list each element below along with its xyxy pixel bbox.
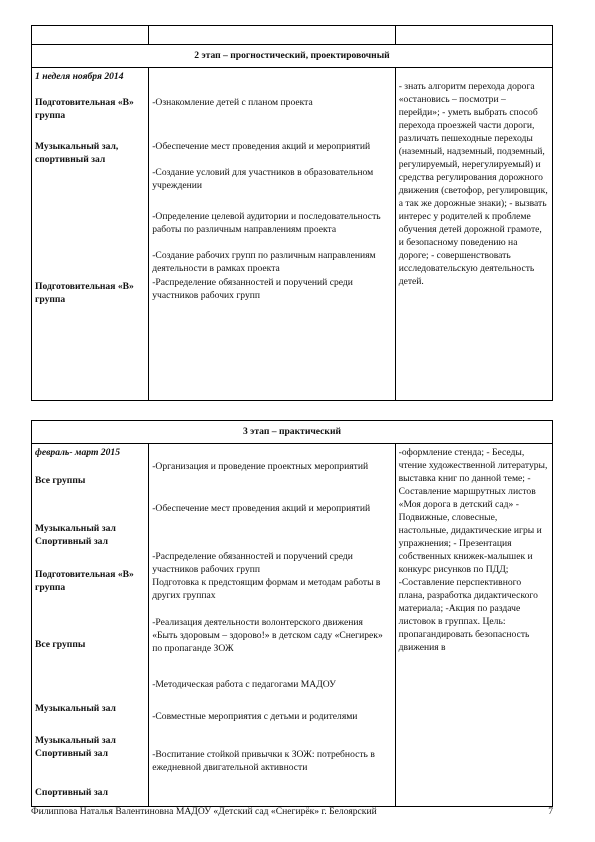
page-number: 7 (548, 806, 553, 817)
stage3-title-row (32, 421, 553, 444)
stage2-group-2: Музыкальный зал, спортивный зал (35, 141, 119, 165)
stage3-title: 3 этап – практический (32, 421, 553, 444)
stage3-activity-6: -Методическая работа с педагогами МАДОУ (152, 679, 336, 690)
stage2-table (31, 25, 553, 401)
stage2-activity-5: -Создание рабочих групп по различным направлениям деятельности в рамках проекта (152, 250, 376, 274)
stage2-title: 2 этап – прогностический, проектировочный (32, 45, 553, 68)
page-footer (31, 806, 553, 817)
stage2-results-cell (395, 68, 552, 401)
stage3-content-row (32, 444, 553, 807)
header-cell (32, 26, 149, 45)
stage3-group-6: Музыкальный зал Спортивный зал (35, 735, 116, 759)
stage3-activity-7: -Совместные мероприятия с детьми и родителями (152, 711, 358, 722)
stage3-group-4: Все группы (35, 639, 86, 650)
header-cell (149, 26, 395, 45)
stage2-results: - знать алгоритм перехода дорога «остановись – посмотри – перейди»; - уметь выбрать способ перехода проезжей части дороги, различать пешеходные переходы (наземный, надземный, подземный, регулируемый, нерегулируемый) и средства регулирования дорожного движения (светофор, регулировщик, а так же дорожные знаки); - вызвать интерес у родителей к проблеме обучения детей дорожной грамоте, и безопасному поведению на дороге; - совершенствовать исследовательскую деятельность детей. (398, 81, 548, 287)
stage3-table (31, 420, 553, 807)
stage3-group-3: Подготовительная «В» группа (35, 569, 134, 593)
stage3-results-cell (395, 444, 552, 807)
stage3-period: февраль- март 2015 (35, 447, 120, 458)
stage2-activities-cell (149, 68, 395, 401)
stage3-when-where-cell (32, 444, 149, 807)
stage3-activity-1: -Организация и проведение проектных мероприятий (152, 461, 369, 472)
stage3-activity-5: -Реализация деятельности волонтерского движения «Быть здоровым – здорово!» в детском саду «Снегирек» по пропаганде ЗОЖ (152, 617, 383, 654)
stage2-activity-3: -Создание условий для участников в образовательном учреждении (152, 167, 374, 191)
stage3-results: -оформление стенда; - Беседы, чтение художественной литературы, выставка книг по данной теме; - Составление маршрутных листов «Моя дорога в детский сад» - Подвижные, словесные, настольные, дидактические игры и упражнения; - Презентация собственных книжек-малышек и конкурс рисунков по ПДД; -Составление перспективного плана, разработка дидактического материала; -Акция по раздаче листовок в группах. Цель: пропагандировать безопасность движения в (398, 447, 548, 653)
stage2-period: 1 неделя ноября 2014 (35, 71, 124, 82)
stage2-content-row (32, 68, 553, 401)
stage3-group-7: Спортивный зал (35, 787, 108, 798)
stage2-when-where-cell (32, 68, 149, 401)
stage3-activity-3: -Распределение обязанностей и поручений среди участников рабочих групп (152, 551, 353, 575)
stage3-activity-2: -Обеспечение мест проведения акций и мероприятий (152, 503, 371, 514)
stage2-group-3: Подготовительная «В» группа (35, 281, 134, 305)
stage3-group-1: Все группы (35, 475, 86, 486)
stage3-group-5: Музыкальный зал (35, 703, 116, 714)
stage3-group-2: Музыкальный зал Спортивный зал (35, 523, 116, 547)
stage2-activity-4: -Определение целевой аудитории и последовательность работы по различным направлениям проекта (152, 211, 381, 235)
stage3-activity-8: -Воспитание стойкой привычки к ЗОЖ: потребность в ежедневной двигательной активности (152, 749, 375, 773)
header-cell (395, 26, 552, 45)
stage2-activity-1: -Ознакомление детей с планом проекта (152, 97, 313, 108)
stage3-activities-cell (149, 444, 395, 807)
stage2-activity-6: -Распределение обязанностей и поручений среди участников рабочих групп (152, 277, 353, 301)
stage2-title-row (32, 45, 553, 68)
stage2-activity-2: -Обеспечение мест проведения акций и мероприятий (152, 141, 371, 152)
table-header-row (32, 26, 553, 45)
stage2-group-1: Подготовительная «В» группа (35, 97, 134, 121)
stage3-activity-4: Подготовка к предстоящим формам и методам работы в других группах (152, 577, 381, 601)
footer-author: Филиппова Наталья Валентиновна МАДОУ «Детский сад «Снегирёк» г. Белоярский (31, 806, 377, 817)
